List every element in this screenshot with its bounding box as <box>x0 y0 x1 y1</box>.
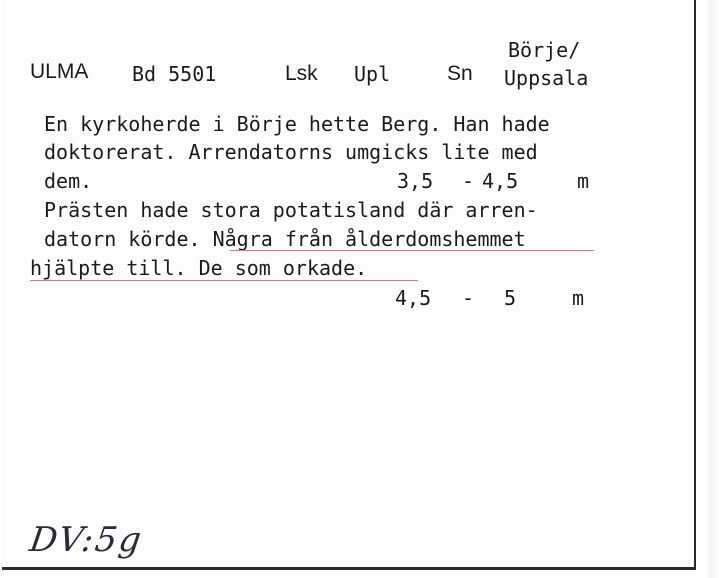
highlight-underline-2 <box>30 280 418 281</box>
body-line-1: En kyrkoherde i Börje hette Berg. Han hade <box>44 112 550 136</box>
measure-2-from: 4,5 <box>395 286 432 310</box>
parish-top: Börje/ <box>508 38 581 62</box>
parish-abbr: Sn <box>447 62 473 85</box>
province-label: Upl <box>354 62 391 86</box>
measure-1-dash: - <box>462 169 475 193</box>
parish-bottom: Uppsala <box>504 66 589 90</box>
body-line-2: doktorerat. Arrendatorns umgicks lite med <box>44 140 538 164</box>
measure-1-to: 4,5 <box>482 169 519 193</box>
archive-card <box>2 0 696 570</box>
measure-2-unit: m <box>572 286 585 310</box>
body-line-4: Prästen hade stora potatisland där arren- <box>44 198 538 222</box>
archive-label: ULMA <box>30 60 89 83</box>
body-line-5: datorn körde. Några från ålderdomshemmet <box>44 227 526 251</box>
handwritten-mark: DV:5g <box>27 520 146 560</box>
record-code: Bd 5501 <box>132 62 217 86</box>
region-label: Lsk <box>285 62 318 85</box>
measure-1-unit: m <box>577 169 590 193</box>
measure-2-dash: - <box>462 286 475 310</box>
body-line-6: hjälpte till. De som orkade. <box>30 256 368 280</box>
measure-2-to: 5 <box>504 286 517 310</box>
highlight-underline-1 <box>230 250 594 251</box>
measure-1-from: 3,5 <box>397 169 434 193</box>
scan-edge <box>706 0 719 578</box>
body-line-3: dem. <box>44 169 93 193</box>
